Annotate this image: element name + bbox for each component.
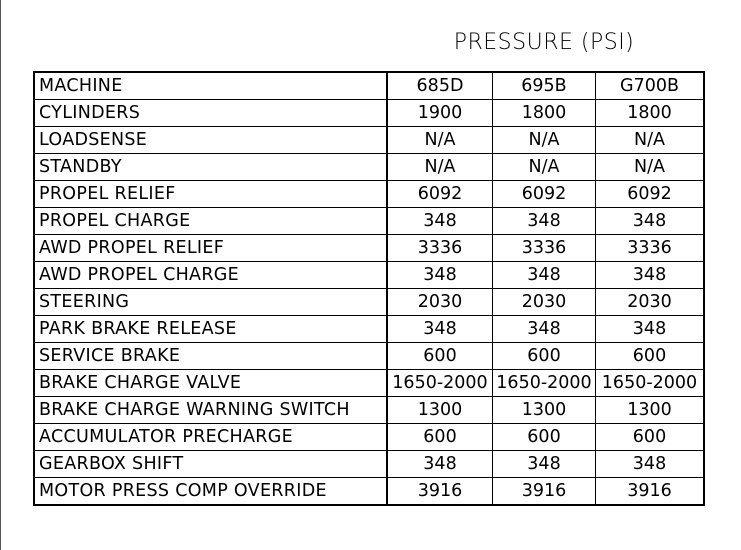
header-model-685d: 685D <box>387 72 493 100</box>
table-row <box>34 208 704 235</box>
pressure-value-cell: N/A <box>596 154 705 181</box>
pressure-value-cell: 348 <box>493 208 596 235</box>
row-label: CYLINDERS <box>34 100 387 127</box>
table-row <box>34 154 704 181</box>
pressure-value-cell: N/A <box>387 154 493 181</box>
header-machine: MACHINE <box>34 72 387 100</box>
table-row <box>34 127 704 154</box>
pressure-value-cell: 348 <box>387 451 493 478</box>
table-row <box>34 397 704 424</box>
row-label: GEARBOX SHIFT <box>34 451 387 478</box>
pressure-value-cell: 348 <box>387 316 493 343</box>
pressure-value-cell: 600 <box>493 343 596 370</box>
row-label: BRAKE CHARGE VALVE <box>34 370 387 397</box>
table-row <box>34 478 704 506</box>
pressure-value-cell: 1900 <box>387 100 493 127</box>
pressure-value-cell: 348 <box>387 262 493 289</box>
row-label: STANDBY <box>34 154 387 181</box>
row-label: PROPEL CHARGE <box>34 208 387 235</box>
pressure-value-cell: 6092 <box>596 181 705 208</box>
pressure-value-cell: 348 <box>596 316 705 343</box>
pressure-value-cell: 2030 <box>596 289 705 316</box>
table-row <box>34 424 704 451</box>
pressure-value-cell: N/A <box>493 154 596 181</box>
pressure-value-cell: 1650-2000 <box>596 370 705 397</box>
row-label: AWD PROPEL CHARGE <box>34 262 387 289</box>
table-row <box>34 235 704 262</box>
row-label: MOTOR PRESS COMP OVERRIDE <box>34 478 387 506</box>
table-row <box>34 181 704 208</box>
pressure-value-cell: 3916 <box>596 478 705 506</box>
table-header-row <box>34 72 704 100</box>
row-label: ACCUMULATOR PRECHARGE <box>34 424 387 451</box>
table-row <box>34 343 704 370</box>
pressure-value-cell: 1300 <box>493 397 596 424</box>
pressure-table <box>33 71 705 506</box>
row-label: BRAKE CHARGE WARNING SWITCH <box>34 397 387 424</box>
table-row <box>34 289 704 316</box>
pressure-value-cell: 1300 <box>596 397 705 424</box>
pressure-value-cell: 2030 <box>387 289 493 316</box>
pressure-value-cell: 2030 <box>493 289 596 316</box>
pressure-value-cell: 3916 <box>387 478 493 506</box>
row-label: LOADSENSE <box>34 127 387 154</box>
header-model-695b: 695B <box>493 72 596 100</box>
pressure-value-cell: 6092 <box>493 181 596 208</box>
pressure-value-cell: 1800 <box>596 100 705 127</box>
pressure-value-cell: N/A <box>596 127 705 154</box>
pressure-value-cell: 348 <box>596 451 705 478</box>
table-row <box>34 451 704 478</box>
pressure-value-cell: 1650-2000 <box>493 370 596 397</box>
table-row <box>34 370 704 397</box>
pressure-value-cell: 600 <box>387 424 493 451</box>
pressure-value-cell: 3336 <box>387 235 493 262</box>
pressure-value-cell: 3336 <box>596 235 705 262</box>
pressure-value-cell: 1800 <box>493 100 596 127</box>
table-row <box>34 100 704 127</box>
table-row <box>34 316 704 343</box>
pressure-value-cell: 600 <box>596 343 705 370</box>
header-model-g700b: G700B <box>596 72 705 100</box>
pressure-value-cell: 348 <box>596 262 705 289</box>
pressure-value-cell: 348 <box>493 316 596 343</box>
row-label: PROPEL RELIEF <box>34 181 387 208</box>
pressure-heading: PRESSURE (PSI) <box>453 30 635 55</box>
pressure-value-cell: 6092 <box>387 181 493 208</box>
pressure-value-cell: N/A <box>493 127 596 154</box>
pressure-value-cell: 600 <box>596 424 705 451</box>
table-row <box>34 262 704 289</box>
pressure-value-cell: 600 <box>493 424 596 451</box>
pressure-value-cell: 1300 <box>387 397 493 424</box>
pressure-value-cell: 348 <box>596 208 705 235</box>
pressure-value-cell: 348 <box>493 262 596 289</box>
pressure-value-cell: 600 <box>387 343 493 370</box>
pressure-value-cell: 3916 <box>493 478 596 506</box>
pressure-value-cell: 348 <box>493 451 596 478</box>
row-label: AWD PROPEL RELIEF <box>34 235 387 262</box>
pressure-value-cell: 1650-2000 <box>387 370 493 397</box>
pressure-value-cell: 348 <box>387 208 493 235</box>
pressure-value-cell: N/A <box>387 127 493 154</box>
row-label: STEERING <box>34 289 387 316</box>
page-left-border <box>0 0 1 550</box>
row-label: SERVICE BRAKE <box>34 343 387 370</box>
pressure-value-cell: 3336 <box>493 235 596 262</box>
row-label: PARK BRAKE RELEASE <box>34 316 387 343</box>
